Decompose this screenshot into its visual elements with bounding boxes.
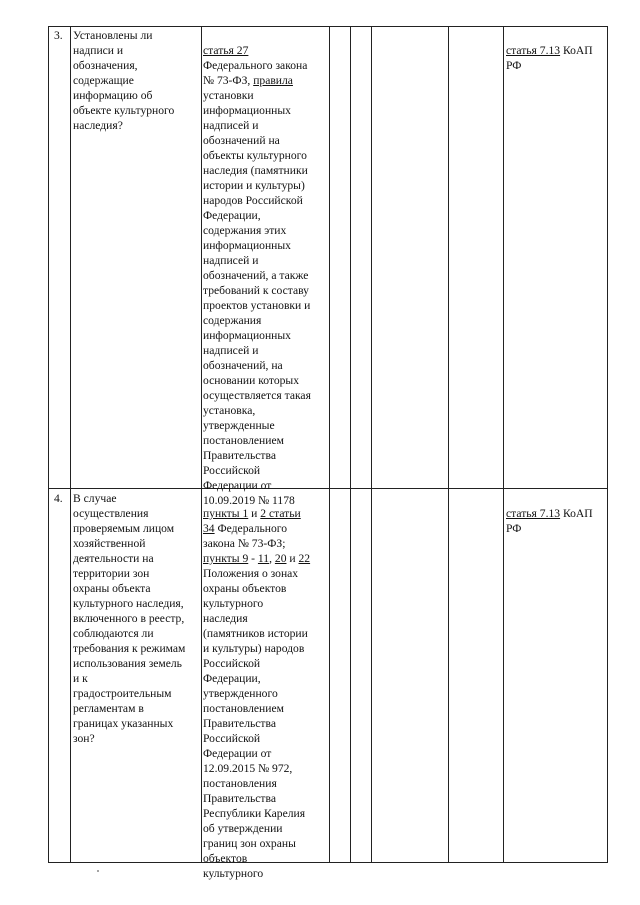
regulation-point-link[interactable]: 22 [298, 552, 311, 565]
col-border-notes [503, 26, 504, 863]
table-top-border [48, 26, 608, 27]
col-border-left [48, 26, 49, 863]
rules-link[interactable]: правила [253, 74, 293, 87]
question-text: Установлены ли надписи и обозначения, содержащие информацию об объекте культурного наследия? [73, 29, 175, 132]
koap-article-link[interactable]: статья 7.13 [506, 507, 561, 520]
col-border-right [607, 26, 608, 863]
col-border-number [70, 26, 71, 863]
question-text: В случае осуществления проверяемым лицом хозяйственной деятельности на территории зон охраны объекта культурного наследия, включенного в реестр, соблюдаются ли требования к режимам использования земель и к градостроительным регламентам в границах указанных зон? [73, 492, 186, 745]
law-article-link[interactable]: 2 статьи 34 [203, 507, 301, 535]
col-border-na [448, 26, 449, 863]
regulation-point-link[interactable]: пункты 9 [203, 552, 249, 565]
requirements-text: статья 27 Федерального закона № 73-ФЗ, правила установки информационных надписей и обозначений на объекты культурного наследия (памятники истории и культуры) народов Российской Федерации, содержания этих информационных надписей и обозначений, а также требований к составу проектов установки и содержания информационных надписей и обозначений, на основании которых осуществляется такая установка, утвержденные постановлением Правительства Российской Федерации от 10.09.2019 № 1178 [203, 44, 311, 507]
law-points-link[interactable]: пункты 1 [203, 507, 249, 520]
col-border-question [201, 26, 202, 863]
row-number: 4. [54, 492, 63, 505]
scan-speck [97, 870, 99, 872]
koap-article-link[interactable]: статья 7.13 [506, 44, 561, 57]
col-border-yes [350, 26, 351, 863]
row-number: 3. [54, 29, 63, 42]
liability-text: статья 7.13 КоАП РФ [506, 507, 593, 535]
requirements-text: пункты 1 и 2 статьи 34 Федерального закона № 73-ФЗ; пункты 9 - 11, 20 и 22 Положения о зонах охраны объектов культурного наследия (памятников истории и культуры) народов Российской Федерации, утвержденного постановлением Правительства Российской Федерации от 12.09.2015 № 972, постановления Правительства Республики Карелия об утверждении границ зон охраны объектов культурного [203, 507, 311, 880]
col-border-no [371, 26, 372, 863]
regulation-point-link[interactable]: 20 [274, 552, 287, 565]
law-article-link[interactable]: статья 27 [203, 44, 249, 57]
regulation-point-link[interactable]: 11 [257, 552, 270, 565]
liability-text: статья 7.13 КоАП РФ [506, 44, 593, 72]
